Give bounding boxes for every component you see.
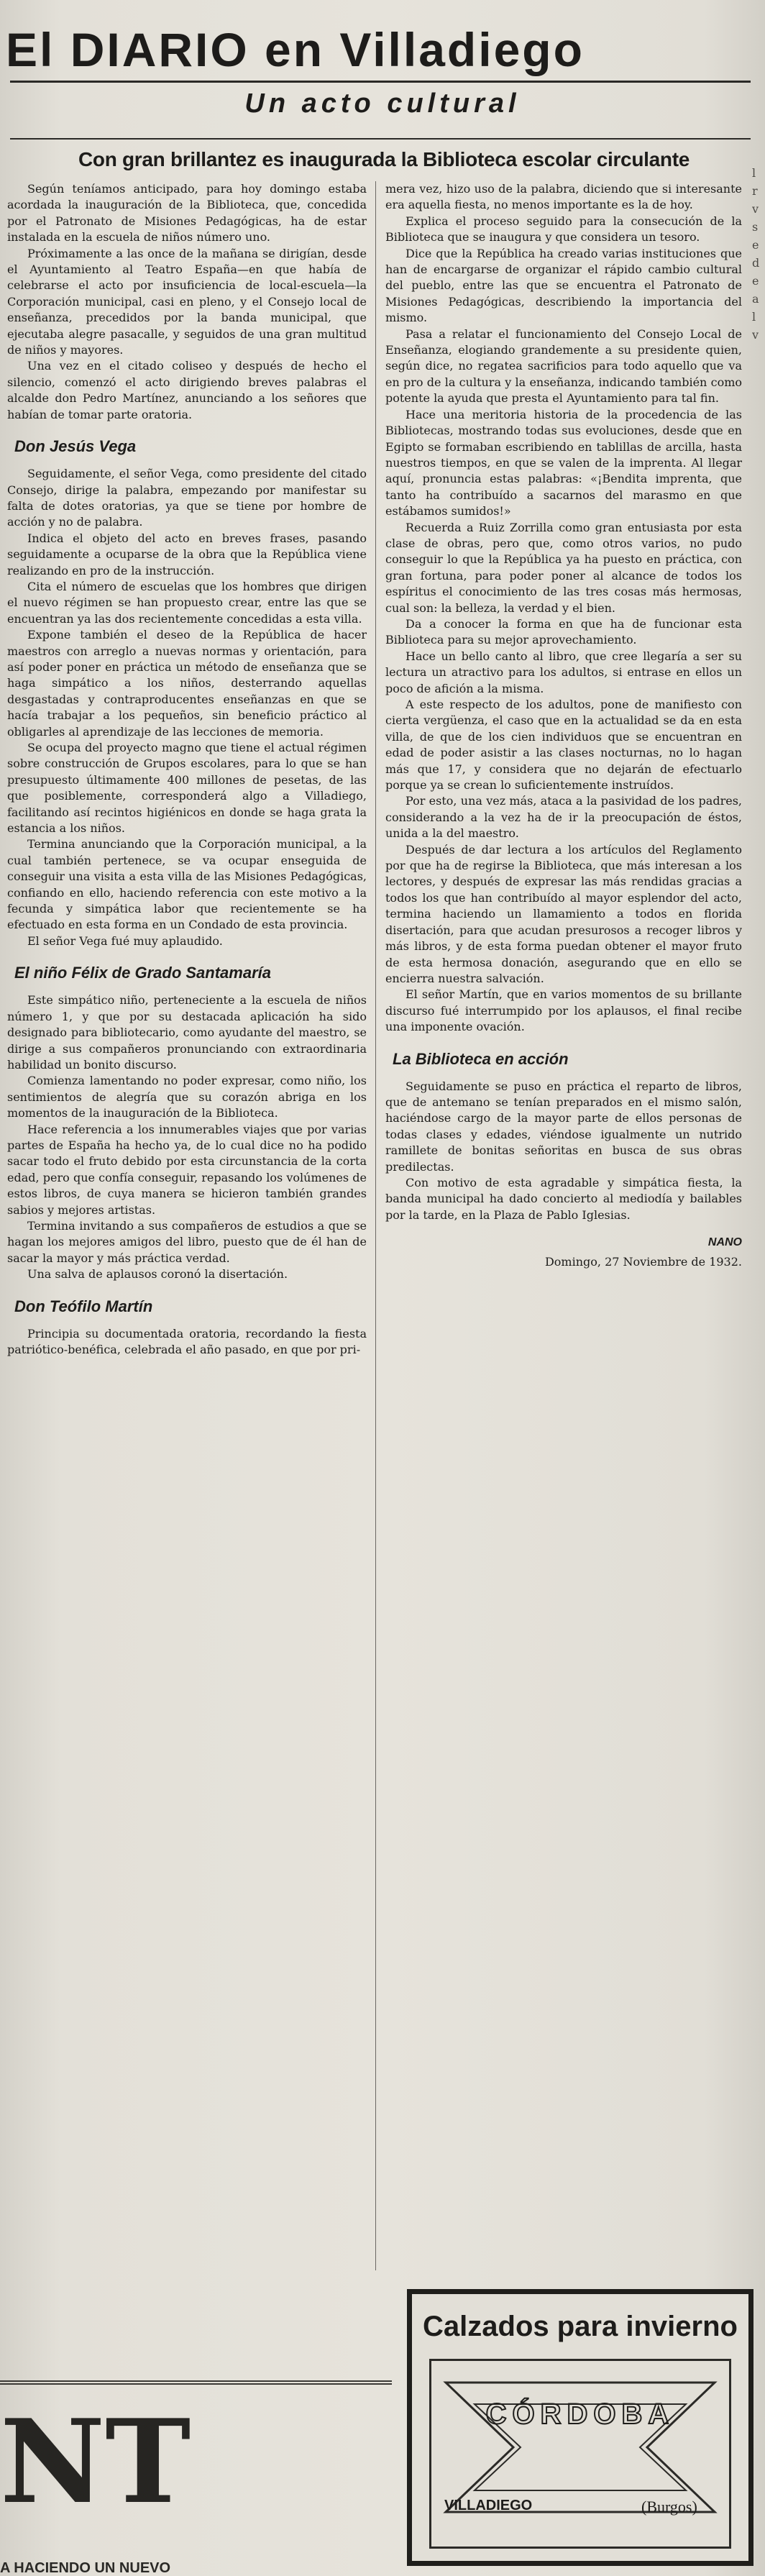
article-paragraph: Después de dar lectura a los artículos del Reglamento por que ha de regirse la Biblioteca, que más interesan a los lectores, y después de expresar las más rendidas gracias a todos los que han contribuído al mayor esplendor del acto, termina haciendo un llamamiento a todos en florida disertación, para que acudan presurosos a recoger libros y más libros, y de esta forma puedan obtener el mayor fruto de esta hermosa donación, asegurando que en ello se encierra nuestra salvación. [385, 842, 742, 985]
edge-fragment: r [752, 184, 758, 198]
edge-fragment: v [752, 328, 759, 342]
article-right-column [385, 181, 742, 1270]
article-paragraph: Expone también el deseo de la República de hacer maestros con arreglo a nuevas normas y orientación, para así poder poner en práctica un método de enseñanza que se haga simpático a los niños, desterrando aquellas desgastadas y contraproducentes enseñanzas en que se hacía trabajar a los pequeños, sin beneficio práctico al obligarles al aprendizaje de las lecciones de memoria. [7, 628, 367, 739]
masthead-rule [10, 81, 751, 83]
article-paragraph: Se ocupa del proyecto magno que tiene el actual régimen sobre construcción de Grupos escolares, para lo que se han presupuesto últimamente 400 millones de pesetas, de las que posiblemente, corresponderá algo a Villadiego, facilitando así recintos higiénicos en donde se haga grata la estancia a los niños. [7, 741, 367, 836]
article-paragraph: El señor Martín, que en varios momentos de su brillante discurso fué interrumpido por los aplausos, el final recibe una imponente ovación. [385, 987, 742, 1034]
edge-fragment: l [752, 166, 756, 180]
article-paragraph: Explica el proceso seguido para la consecución de la Biblioteca que se inaugura y que considera un tesoro. [385, 214, 742, 245]
article-paragraph: Por esto, una vez más, ataca a la pasividad de los padres, considerando a la vez ha de ir la preocupación de éstos, unida a la del maestro. [385, 794, 742, 841]
article-paragraph: Da a conocer la forma en que ha de funcionar esta Biblioteca para su mejor aprovechamiento. [385, 616, 742, 647]
article-paragraph: Una salva de aplausos coronó la disertación. [27, 1267, 288, 1282]
adjacent-ad-large-letters: NT [0, 2401, 191, 2523]
edge-fragment: v [752, 202, 759, 216]
column-divider [375, 181, 376, 2270]
adjacent-ad-strip: A HACIENDO UN NUEVO [0, 2560, 171, 2576]
edge-fragment: l [752, 310, 756, 324]
headline: Con gran brillantez es inaugurada la Biblioteca escolar circulante [78, 148, 690, 170]
article-paragraph: Seguidamente se puso en práctica el reparto de libros, que de antemano se tenían preparados en el mismo salón, haciéndose cargo de la mayor parte de ellos personas de todas clases y edades, viéndose igualmente un nutrido ramillete de bonitas señoritas en busca de sus obras predilectas. [385, 1079, 742, 1174]
edge-fragment: e [752, 238, 759, 252]
article-paragraph: Pasa a relatar el funcionamiento del Consejo Local de Enseñanza, elogiando grandemente a su presidente quien, según dice, no regatea sacrificios para todo aquello que va en pro de la cultura y la enseñanza, indicando también como potente la ayuda que presta el Ayuntamiento para tal fin. [385, 326, 742, 406]
bottom-separator [0, 2380, 392, 2393]
article-paragraph: Principia su documentada oratoria, recordando la fiesta patriótico-benéfica, celebrada el año pasado, en que por pri- [7, 1326, 367, 1356]
article-paragraph: Termina anunciando que la Corporación municipal, a la cual también pertenece, se va ocupar enseguida de conseguir una visita a esta villa de las Misiones Pedagógicas, confiando en ello, haciendo referencia con este motivo a la fecunda y simpática labor que recientemente se ha efectuado en esta forma en un Condado de esta provincia. [7, 837, 367, 932]
article-paragraph: Seguidamente, el señor Vega, como presidente del citado Consejo, dirige la palabra, empezando por manifestar su falta de dotes oratorias, ya que se tiene por hombre de acción y no de palabra. [7, 467, 367, 529]
article-left-column [7, 181, 367, 1358]
speaker-subheading: El niño Félix de Grado Santamaría [14, 964, 271, 982]
edge-fragment: d [752, 256, 760, 270]
article-paragraph: Una vez en el citado coliseo y después de hecho el silencio, comenzó el acto dirigiendo breves palabras el alcalde don Pedro Martínez, anunciando a los señores que habían de tomar parte oratoria. [7, 359, 367, 421]
section-title: Un acto cultural [244, 88, 521, 119]
article-paragraph: Recuerda a Ruiz Zorrilla como gran entusiasta por esta clase de obras, pero que, como otros varios, no pudo conseguir lo que la República ya ha puesto en práctica, con gran fortuna, para poder poner al alcance de todos los espíritus el conocimiento de las tres cosas más hermosas, cual son: la belleza, la verdad y el bien. [385, 520, 742, 615]
article-paragraph: Con motivo de esta agradable y simpática fiesta, la banda municipal ha dado concierto al mediodía y bailables por la tarde, en la Plaza de Pablo Iglesias. [385, 1175, 742, 1222]
article-paragraph: Comienza lamentando no poder expresar, como niño, los sentimientos de alegría que su corazón abriga en los momentos de la inauguración de la Biblioteca. [7, 1074, 367, 1120]
article-paragraph: Según teníamos anticipado, para hoy domingo estaba acordada la inauguración de la Biblioteca, que, concedida por el Patronato de Misiones Pedagógicas, ha de estar instalada en la escuela de niños número uno. [7, 182, 367, 245]
masthead: El DIARIO en Villadiego [6, 23, 585, 76]
speaker-subheading: La Biblioteca en acción [393, 1049, 569, 1068]
article-paragraph: El señor Vega fué muy aplaudido. [27, 933, 223, 948]
section-rule [10, 138, 751, 140]
article-paragraph: Cita el número de escuelas que los hombres que dirigen el nuevo régimen se han propuesto crear, entre las que se encuentran ya las dos recientemente concedidas a esta villa. [7, 579, 367, 626]
ad-brand: CÓRDOBA [485, 2398, 675, 2430]
ad-title: Calzados para invierno [423, 2311, 738, 2342]
article-paragraph: Indica el objeto del acto en breves frases, pasando seguidamente a ocuparse de la obra que la República viene realizando en pro de la instrucción. [7, 531, 367, 577]
speaker-subheading: Don Teófilo Martín [14, 1297, 153, 1315]
article-paragraph: Dice que la República ha creado varias instituciones que han de encargarse de organizar el rápido cambio cultural del pueblo, entre las que se encuentra el Patronato de Misiones Pedagógicas, describiendo la importancia del mismo. [385, 246, 742, 325]
ad-province: (Burgos) [641, 2498, 697, 2516]
speaker-subheading: Don Jesús Vega [14, 437, 137, 456]
edge-fragment: e [752, 274, 759, 288]
article-paragraph: A este respecto de los adultos, pone de manifiesto con cierta vergüenza, el caso que en la actualidad se da en esta villa, de que de los cien individuos que se encuentran en edad de poder asistir a las clases nocturnas, no lo hagan más que 17, y considera que no dejarán de efectuarlo porque ya se crean lo suficientemente instruídos. [385, 698, 742, 793]
article-paragraph: Termina invitando a sus compañeros de estudios a que se hagan los mejores amigos del libro, puesto que de él han de sacar la mayor y más práctica verdad. [7, 1218, 367, 1265]
adjacent-column-fragments [752, 164, 765, 1775]
article-paragraph: Hace referencia a los innumerables viajes que por varias partes de España ha hecho ya, de lo cual dice no ha podido sacar todo el fruto debido por esta circunstancia de la corta edad, pero que confía conseguir, repasando los volúmenes de estos libros, de cuya manera se hicieron también grandes sabios y mejores artistas. [7, 1122, 367, 1217]
edge-fragment: a [752, 292, 759, 306]
article-paragraph: Hace una meritoria historia de la procedencia de las Bibliotecas, mostrando todas sus evoluciones, desde que en Egipto se formaban escribiendo en tablillas de arcilla, hasta nuestros tiempos, en que se valen de la imprenta. Al llegar aquí, pronuncia estas palabras: «¡Bendita imprenta, que tanto ha contribuído a sacarnos del marasmo en que estábamos sumidos!» [385, 407, 742, 519]
ad-logo-frame [429, 2359, 731, 2549]
edge-fragment: s [752, 220, 759, 234]
ad-town: VILLADIEGO [444, 2498, 533, 2513]
shoe-advertisement [407, 2289, 753, 2566]
author-signature: NANO [707, 1236, 742, 1249]
article-paragraph: mera vez, hizo uso de la palabra, diciendo que si interesante era aquella fiesta, no menos importante es la de hoy. [385, 182, 742, 212]
article-paragraph: Próximamente a las once de la mañana se dirigían, desde el Ayuntamiento al Teatro España—en que había de celebrarse el acto por insuficiencia de local-escuela—la Corporación municipal, casi en pleno, y el Consejo local de enseñanza, precedidos por la banda municipal, que ejecutaba alegre pasacalle, y seguidos de una gran multitud de niños y mayores. [7, 246, 367, 357]
article-paragraph: Hace un bello canto al libro, que cree llegaría a ser su lectura un atractivo para los adultos, si entrase en ellos un poco de afición a la misma. [385, 649, 742, 695]
ad-logo-graphic [431, 2361, 729, 2547]
article-paragraph: Este simpático niño, perteneciente a la escuela de niños número 1, y que por su destacada aplicación ha sido designado para bibliotecario, como ayudante del maestro, se dirige a sus compañeros pronunciando con extraordinaria habilidad un bonito discurso. [7, 993, 367, 1072]
dateline: Domingo, 27 Noviembre de 1932. [544, 1254, 742, 1269]
